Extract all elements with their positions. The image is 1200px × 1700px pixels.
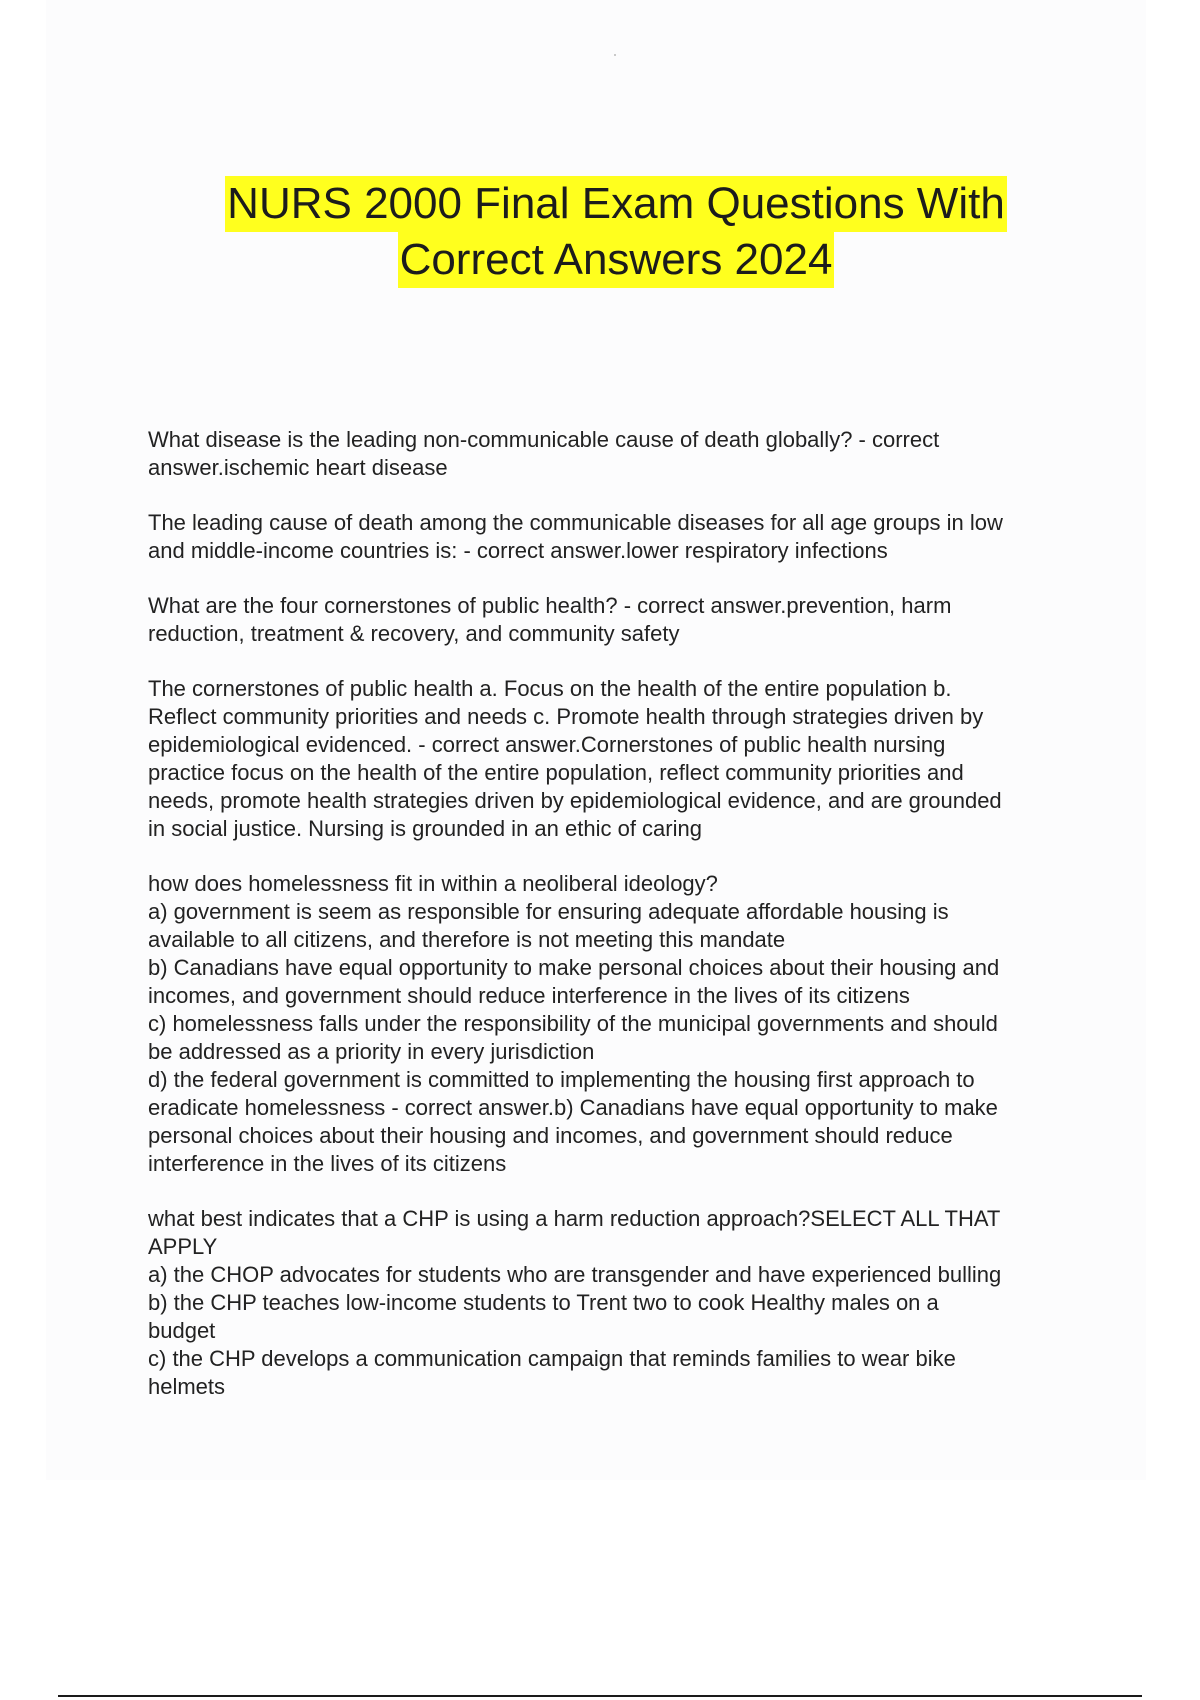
question-text-line: a) the CHOP advocates for students who are transgender and have experienced bulling [148, 1262, 1002, 1287]
question-text-line: what best indicates that a CHP is using a harm reduction approach?SELECT ALL THAT [148, 1206, 1001, 1231]
question-text-line: Reflect community priorities and needs c. Promote health through strategies driven by [148, 704, 984, 729]
question-text-line: What disease is the leading non-communicable cause of death globally? - correct [148, 427, 940, 452]
question-text-line: reduction, treatment & recovery, and community safety [148, 621, 680, 646]
question-block [148, 592, 1093, 648]
question-block [148, 675, 1093, 843]
question-text-line: in social justice. Nursing is grounded in an ethic of caring [148, 816, 702, 841]
question-text-line: What are the four cornerstones of public health? - correct answer.prevention, harm [148, 593, 952, 618]
question-text-line: eradicate homelessness - correct answer.b) Canadians have equal opportunity to make [148, 1095, 998, 1120]
question-text-line: incomes, and government should reduce interference in the lives of its citizens [148, 983, 910, 1008]
question-text-line: how does homelessness fit in within a neoliberal ideology? [148, 871, 718, 896]
question-text-line: The leading cause of death among the communicable diseases for all age groups in low [148, 510, 1003, 535]
question-text-line: The cornerstones of public health a. Focus on the health of the entire population b. [148, 676, 952, 701]
footer-divider [58, 1695, 1142, 1697]
question-text-line: helmets [148, 1374, 226, 1399]
question-block [148, 1205, 1093, 1401]
question-text-line: needs, promote health strategies driven by epidemiological evidence, and are grounded [148, 788, 1002, 813]
question-text-line: practice focus on the health of the entire population, reflect community priorities and [148, 760, 964, 785]
question-text-line: epidemiological evidenced. - correct answer.Cornerstones of public health nursing [148, 732, 946, 757]
question-text-line: c) homelessness falls under the responsibility of the municipal governments and should [148, 1011, 998, 1036]
question-text-line: and middle-income countries is: - correct answer.lower respiratory infections [148, 538, 888, 563]
question-text-line: budget [148, 1318, 216, 1343]
question-text-line: answer.ischemic heart disease [148, 455, 448, 480]
question-text-line: interference in the lives of its citizens [148, 1151, 507, 1176]
question-block [148, 870, 1093, 1178]
question-text-line: be addressed as a priority in every jurisdiction [148, 1039, 595, 1064]
question-block [148, 509, 1093, 565]
question-text-line: available to all citizens, and therefore is not meeting this mandate [148, 927, 786, 952]
question-text-line: d) the federal government is committed to implementing the housing first approach to [148, 1067, 975, 1092]
question-list [148, 426, 1093, 1428]
question-text-line: APPLY [148, 1234, 218, 1259]
title-line-2: Correct Answers 2024 [398, 232, 835, 288]
question-text-line: personal choices about their housing and incomes, and government should reduce [148, 1123, 953, 1148]
page-title [0, 176, 1200, 288]
question-text-line: a) government is seem as responsible for ensuring adequate affordable housing is [148, 899, 949, 924]
question-text-line: c) the CHP develops a communication campaign that reminds families to wear bike [148, 1346, 956, 1371]
scan-speck [614, 54, 616, 56]
question-text-line: b) Canadians have equal opportunity to make personal choices about their housing and [148, 955, 1000, 980]
question-block [148, 426, 1093, 482]
question-text-line: b) the CHP teaches low-income students to Trent two to cook Healthy males on a [148, 1290, 939, 1315]
title-line-1: NURS 2000 Final Exam Questions With [225, 176, 1007, 232]
